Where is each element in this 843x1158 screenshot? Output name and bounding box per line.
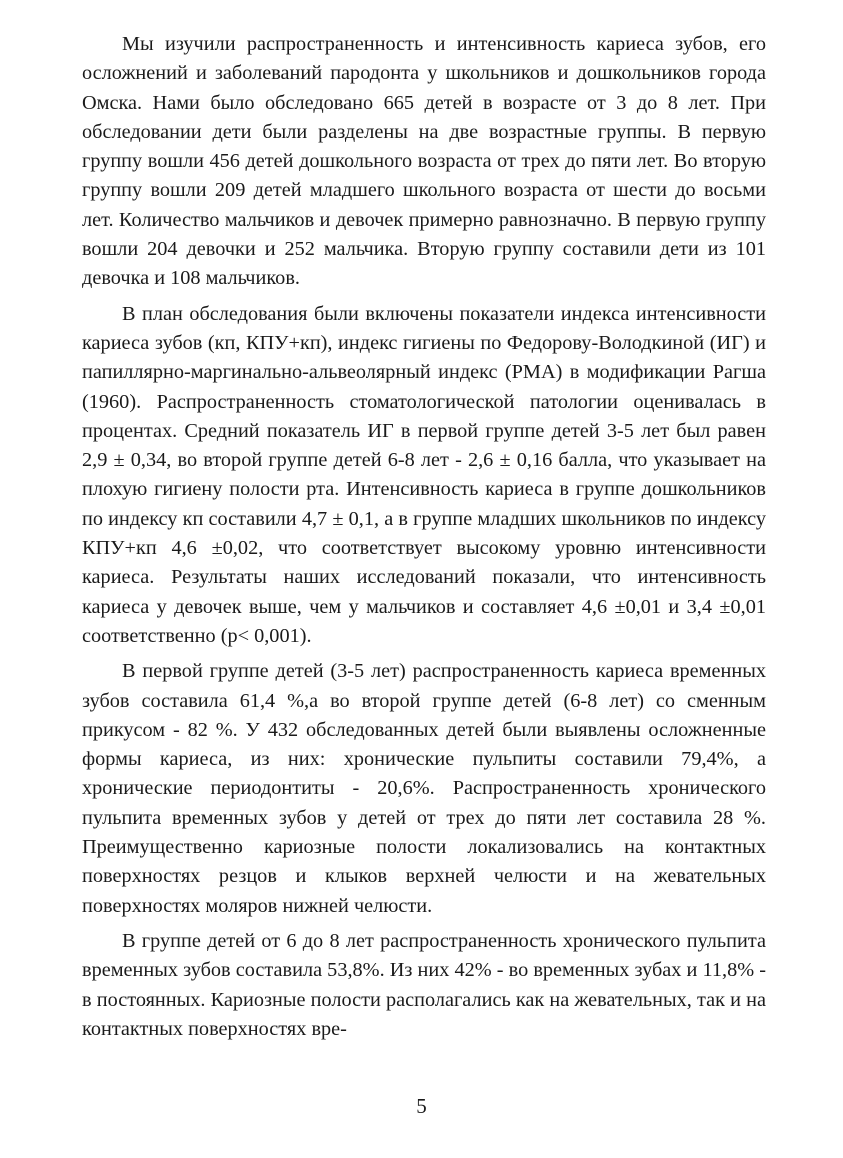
paragraph-4: В группе детей от 6 до 8 лет распространенность хронического пульпита временных зубов составила 53,8%. Из них 42% - во временных зубах и 11,8% - в постоянных. Кариозные полости располагались как на жевательных, так и на контактных поверхностях вре- [82, 929, 766, 1040]
paragraph-2: В план обследования были включены показатели индекса интенсивности кариеса зубов (кп, КПУ+кп), индекс гигиены по Федорову-Володкиной (ИГ) и папиллярно-маргинально-альвеолярный индекс (РМА) в модификации Рагша (1960). Распространенность стоматологической патологии оценивалась в процентах. Средний показатель ИГ в первой группе детей 3-5 лет был равен 2,9 ± 0,34, во второй группе детей 6-8 лет - 2,6 ± 0,16 балла, что указывает на плохую гигиену полости рта. Интенсивность кариеса в группе дошкольников по индексу кп составили 4,7 ± 0,1, а в группе младших школьников по индексу КПУ+кп 4,6 ±0,02, что соответствует высокому уровню интенсивности кариеса. Результаты наших исследований показали, что интенсивность кариеса у девочек выше, чем у мальчиков и составляет 4,6 ±0,01 и 3,4 ±0,01 соответственно (р< 0,001). [82, 302, 766, 647]
body-text [82, 30, 766, 1050]
paragraph-1: Мы изучили распространенность и интенсивность кариеса зубов, его осложнений и заболеваний пародонта у школьников и дошкольников города Омска. Нами было обследовано 665 детей в возрасте от 3 до 8 лет. При обследовании дети были разделены на две возрастные группы. В первую группу вошли 456 детей дошкольного возраста от трех до пяти лет. Во вторую группу вошли 209 детей младшего школьного возраста от шести до восьми лет. Количество мальчиков и девочек примерно равнозначно. В первую группу вошли 204 девочки и 252 мальчика. Вторую группу составили дети из 101 девочка и 108 мальчиков. [82, 33, 766, 290]
paragraph-3: В первой группе детей (3-5 лет) распространенность кариеса временных зубов составила 61,4 %,а во второй группе детей (6-8 лет) со сменным прикусом - 82 %. У 432 обследованных детей были выявлены осложненные формы кариеса, из них: хронические пульпиты составили 79,4%, а хронические периодонтиты - 20,6%. Распространенность хронического пульпита временных зубов у детей от трех до пяти лет составила 28 %. Преимущественно кариозные полости локализовались на контактных поверхностях резцов и клыков верхней челюсти и на жевательных поверхностях моляров нижней челюсти. [82, 660, 766, 917]
page-number: 5 [416, 1094, 427, 1118]
